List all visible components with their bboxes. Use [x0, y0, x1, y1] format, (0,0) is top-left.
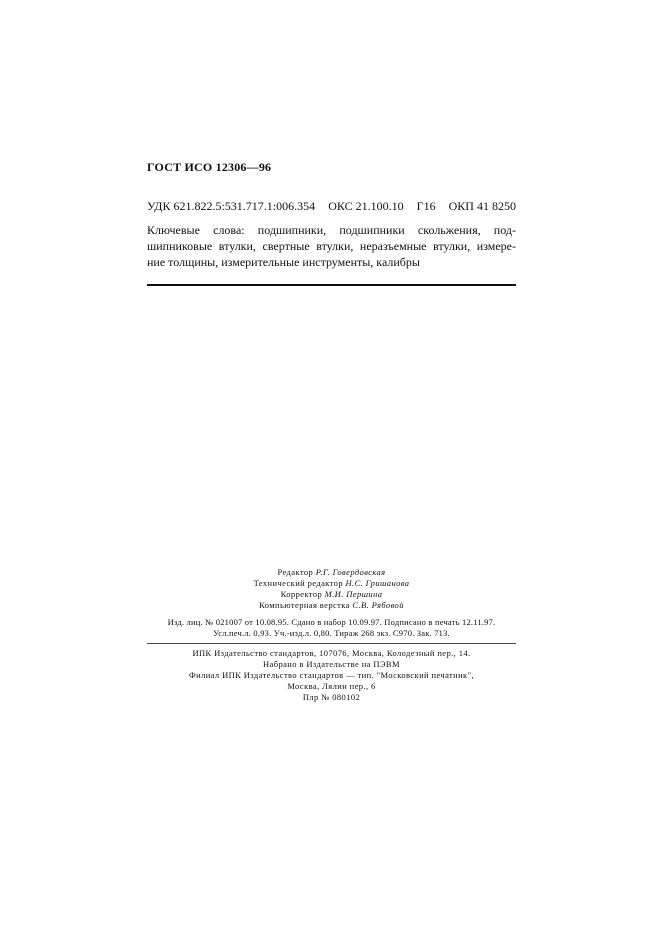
- credit-name: Н.С. Гришанова: [345, 578, 410, 588]
- credit-name: С.В. Рябовой: [352, 600, 404, 610]
- credit-tech-editor: [147, 578, 516, 589]
- publisher-line: ИПК Издательство стандартов, 107076, Москва, Колодезный пер., 14.: [192, 648, 471, 658]
- oks-code: ОКС 21.100.10: [328, 199, 404, 213]
- keywords-paragraph: [147, 222, 516, 270]
- credit-role: Редактор: [277, 567, 314, 577]
- imprint-divider: [147, 643, 516, 644]
- group-code: Г16: [416, 199, 436, 213]
- okp-code: ОКП 41 8250: [448, 199, 516, 213]
- publisher-line: Москва, Лялин пер., 6: [287, 681, 376, 691]
- standard-code: ГОСТ ИСО 12306—96: [147, 160, 272, 174]
- credit-layout: [147, 600, 516, 611]
- credits-block: [147, 567, 516, 611]
- credit-editor: [147, 567, 516, 578]
- print-info-line: Изд. лиц. № 021007 от 10.08.95. Сдано в набор 10.09.97. Подписано в печать 12.11.97.: [167, 617, 496, 627]
- credit-role: Компьютерная верстка: [259, 600, 350, 610]
- credit-role: Корректор: [280, 589, 323, 599]
- keywords-line: ние толщины, измерительные инструменты, калибры: [147, 255, 420, 269]
- print-info-block: [147, 617, 516, 639]
- publisher-block: [147, 648, 516, 703]
- udk-code: УДК 621.822.5:531.717.1:006.354: [147, 199, 316, 213]
- publisher-line: Филиал ИПК Издательство стандартов — тип. "Московский печатник",: [189, 670, 474, 680]
- credit-name: Р.Г. Говердовская: [315, 567, 386, 577]
- classification-line: [147, 199, 516, 214]
- keywords-line: шипниковые втулки, свертные втулки, неразъемные втулки, измере-: [147, 239, 516, 253]
- credit-proofreader: [147, 589, 516, 600]
- credit-name: М.И. Першина: [324, 589, 383, 599]
- print-info-line: Усл.печ.л. 0,93. Уч.-изд.л. 0,80. Тираж 268 экз. С970. Зак. 713.: [213, 628, 450, 638]
- credit-role: Технический редактор: [253, 578, 343, 588]
- keywords-line: Ключевые слова: подшипники, подшипники скольжения, под-: [147, 223, 516, 237]
- publisher-line: Плр № 080102: [302, 692, 361, 702]
- section-divider: [147, 284, 516, 286]
- publisher-line: Набрано в Издательстве на ПЭВМ: [263, 659, 400, 669]
